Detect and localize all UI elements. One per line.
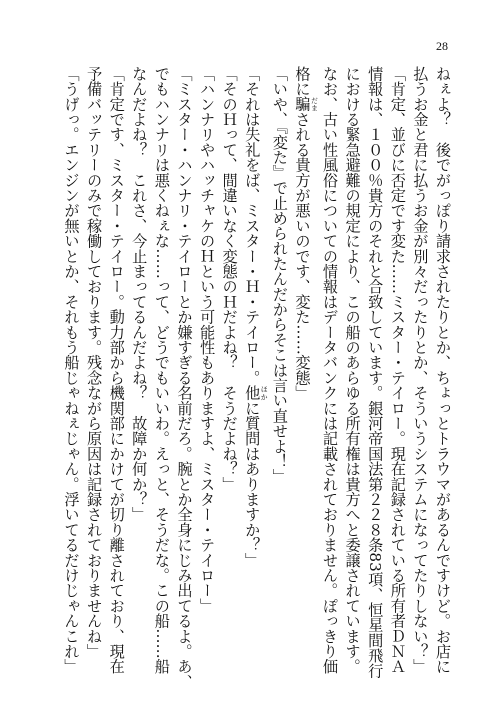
text-line: 「肯定、並びに否定です変た……ミスター・テイロー。現在記録されている所有者ＤＮＡ [388, 66, 407, 674]
text-line: なんだよね？ これさ、今止まってるんだよね？ 故障か何か？」 [130, 66, 149, 522]
novel-text-block [39, 66, 454, 690]
text-line: 「肯定です、ミスター・テイロー。動力部から機関部にかけてが切り離されており、現在 [107, 66, 126, 674]
text-line: 情報は、１００％貴方のそれと合致しています。銀河帝国法第２２８条83項、恒星間飛行 [366, 66, 385, 679]
ruby-annotation: 他 ほか [243, 385, 269, 401]
ruby-annotation: 騙 だま [293, 96, 319, 112]
text-line: 「ハンナリやハッチャケのＨという可能性もありますよ、ミスター・テイロー」 [198, 66, 217, 614]
text-line: 払うお金と君に払うお金が別々だったりとか、そういうシステムになってたりしない？」 [411, 66, 430, 674]
text-line: 格に騙 だまされる貴方が悪いのです、変た……変態」 [293, 66, 319, 401]
text-line: でもハンナリは悪くねぇな……って、どうでもいいわ。えっと、そうだな。この船……船 [152, 66, 171, 674]
text-line: 「うげっ。エンジンが無いとか、それもう船じゃねぇじゃん。浮いてるだけじゃんこれ」 [62, 66, 81, 674]
text-line: 予備バッテリーのみで稼働しております。残念ながら原因は記録されておりませんね」 [85, 66, 104, 659]
text-line: 「いや、『変た』で止められたんだからそこは言い直せよ！」 [270, 66, 289, 484]
text-line: における緊急避難の規定により、この船のあらゆる所有権は貴方へと委譲されています。 [343, 66, 362, 674]
text-line: 「そのＨって、間違いなく変態のＨだよね？ そうだよね？」 [220, 66, 239, 492]
text-line: なお、古い性風俗についての情報はデータバンクには記載されておりません。ぽっきり価 [321, 66, 340, 674]
ruby-reading: ほか [260, 385, 269, 401]
text-line: 「ミスター・ハンナリ・テイローとか嫌すぎる名前だろ。腕とか全身にじみ出てるよ。あ、 [175, 66, 194, 690]
page-number: 28 [436, 39, 448, 53]
text-line: 「それは失礼をば、ミスター・Ｈ・テイロー。他 ほかに質問はありますか？」 [243, 66, 269, 568]
ruby-reading: だま [310, 96, 319, 112]
text-line: ねぇよ？ 後でがっぽり請求されたりとか、ちょっとトラウマがあるんですけど。お店に [434, 66, 452, 674]
